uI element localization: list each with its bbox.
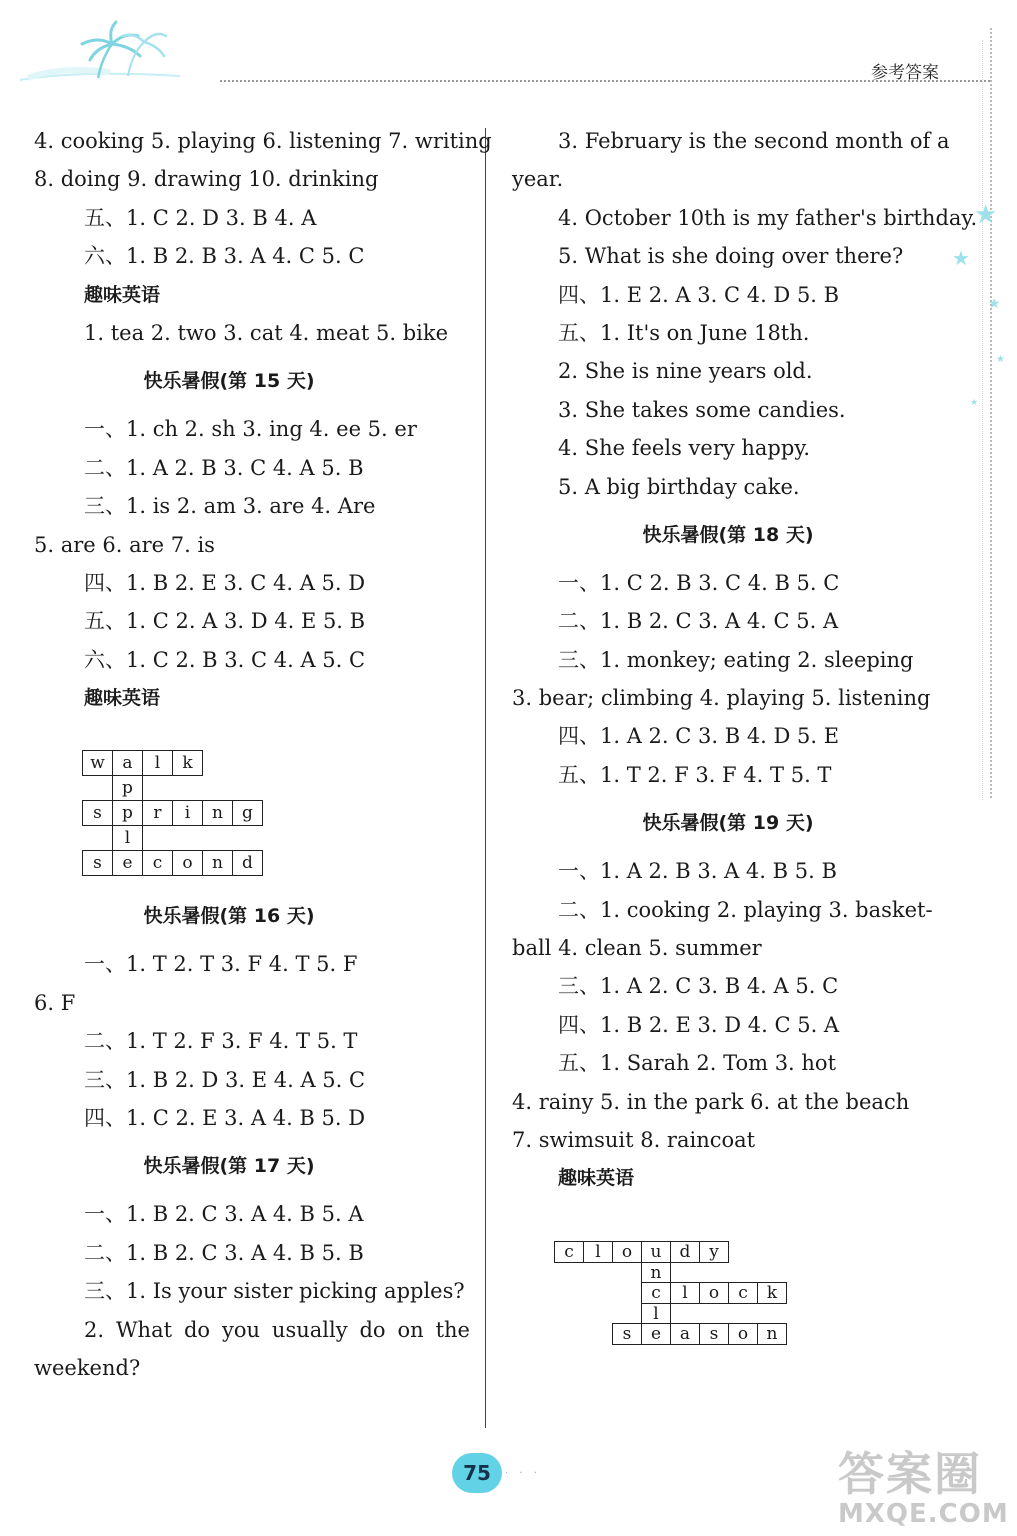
watermark-logo: [838, 1448, 1008, 1530]
answer-line: 四、1. A 2. C 3. B 4. D 5. E: [558, 724, 840, 749]
answer-line: 3. bear; climbing 4. playing 5. listening: [512, 686, 931, 711]
answer-line: 四、1. E 2. A 3. C 4. D 5. B: [558, 282, 840, 307]
day-heading: 快乐暑假(第 17 天): [143, 1155, 315, 1178]
answer-line: 8. doing 9. drawing 10. drinking: [34, 167, 379, 192]
watermark-main: 答案圈: [838, 1447, 982, 1501]
star-icon: ★: [996, 354, 1005, 365]
answer-line: 6. F: [34, 990, 76, 1015]
puzzle-cell: n: [641, 1262, 671, 1284]
puzzle-cell: l: [142, 750, 173, 776]
day-heading: 快乐暑假(第 19 天): [642, 812, 814, 835]
puzzle-cell: o: [728, 1323, 758, 1345]
puzzle-cell: o: [612, 1241, 642, 1263]
answer-line: 二、1. B 2. C 3. A 4. C 5. A: [558, 609, 839, 634]
margin-rule: [990, 28, 992, 798]
puzzle-cell: c: [142, 850, 173, 876]
star-icon: ★: [970, 398, 979, 408]
answer-line: 五、1. C 2. D 3. B 4. A: [84, 205, 317, 230]
puzzle-cell: p: [112, 775, 143, 801]
puzzle-cell: i: [172, 800, 203, 826]
day-heading: 快乐暑假(第 15 天): [143, 370, 315, 393]
answer-line: 六、1. B 2. B 3. A 4. C 5. C: [84, 244, 365, 269]
puzzle-cell: u: [641, 1241, 671, 1263]
puzzle-cell: s: [699, 1323, 729, 1345]
answer-line: weekend?: [34, 1355, 141, 1380]
answer-line: 三、1. B 2. D 3. E 4. A 5. C: [84, 1067, 366, 1092]
crossword-puzzle-1: [82, 750, 272, 880]
puzzle-cell: w: [82, 750, 113, 776]
puzzle-cell: n: [202, 850, 233, 876]
puzzle-cell: y: [699, 1241, 729, 1263]
answer-line: 3. She takes some candies.: [558, 397, 846, 422]
puzzle-cell: k: [172, 750, 203, 776]
puzzle-cell: l: [641, 1303, 671, 1325]
answer-line: 五、1. It's on June 18th.: [558, 320, 810, 345]
palm-tree-logo-icon: [20, 18, 220, 88]
answer-line: 二、1. cooking 2. playing 3. basket-: [558, 897, 933, 922]
puzzle-cell: a: [670, 1323, 700, 1345]
answer-line: 四、1. B 2. E 3. C 4. A 5. D: [84, 570, 366, 595]
answer-line: 二、1. T 2. F 3. F 4. T 5. T: [84, 1029, 358, 1054]
answer-line: 5. are 6. are 7. is: [34, 532, 215, 557]
answer-line: 2. What do you usually do on the: [84, 1317, 470, 1342]
section-heading: 趣味英语: [84, 687, 161, 710]
puzzle-cell: g: [232, 800, 263, 826]
answer-line: 5. A big birthday cake.: [558, 474, 800, 499]
puzzle-cell: l: [670, 1282, 700, 1304]
day-heading: 快乐暑假(第 18 天): [642, 523, 814, 546]
puzzle-cell: s: [82, 800, 113, 826]
crossword-puzzle-2: [554, 1241, 794, 1351]
puzzle-cell: l: [112, 825, 143, 851]
answer-line: 7. swimsuit 8. raincoat: [512, 1127, 756, 1152]
answer-line: 1. tea 2. two 3. cat 4. meat 5. bike: [84, 320, 449, 345]
answer-line: 一、1. B 2. C 3. A 4. B 5. A: [84, 1202, 364, 1227]
answer-line: 二、1. B 2. C 3. A 4. B 5. B: [84, 1240, 364, 1265]
puzzle-cell: k: [757, 1282, 787, 1304]
puzzle-cell: r: [142, 800, 173, 826]
puzzle-cell: c: [728, 1282, 758, 1304]
watermark-site: MXQE.COM: [838, 1499, 1009, 1529]
puzzle-cell: s: [82, 850, 113, 876]
answer-line: 二、1. A 2. B 3. C 4. A 5. B: [84, 455, 364, 480]
answer-line: 4. cooking 5. playing 6. listening 7. writing: [34, 129, 492, 153]
section-heading: 趣味英语: [84, 283, 161, 306]
answer-line: 一、1. C 2. B 3. C 4. B 5. C: [558, 570, 840, 595]
answer-line: 三、1. is 2. am 3. are 4. Are: [84, 494, 376, 519]
answer-line: 一、1. ch 2. sh 3. ing 4. ee 5. er: [84, 417, 417, 442]
star-icon: ★: [988, 296, 1001, 312]
answer-line: 三、1. A 2. C 3. B 4. A 5. C: [558, 974, 839, 999]
answer-line: 五、1. T 2. F 3. F 4. T 5. T: [558, 762, 832, 787]
page-number: 75: [452, 1453, 502, 1493]
answer-line: 四、1. B 2. E 3. D 4. C 5. A: [558, 1012, 840, 1037]
answer-line: 一、1. A 2. B 3. A 4. B 5. B: [558, 859, 837, 884]
answer-line: ball 4. clean 5. summer: [512, 936, 762, 961]
puzzle-cell: o: [172, 850, 203, 876]
puzzle-cell: n: [757, 1323, 787, 1345]
column-divider: [485, 128, 486, 1428]
puzzle-cell: s: [612, 1323, 642, 1345]
right-column: [512, 122, 978, 1198]
answer-line: year.: [512, 167, 564, 192]
section-heading: 趣味英语: [558, 1167, 635, 1190]
answer-line: 六、1. C 2. B 3. C 4. A 5. C: [84, 647, 366, 672]
answer-line: 三、1. Is your sister picking apples?: [84, 1279, 465, 1304]
puzzle-cell: e: [641, 1323, 671, 1345]
answer-line: 一、1. T 2. T 3. F 4. T 5. F: [84, 952, 358, 977]
star-icon: ★: [952, 246, 970, 270]
puzzle-cell: c: [641, 1282, 671, 1304]
puzzle-cell: d: [232, 850, 263, 876]
answer-line: 五、1. C 2. A 3. D 4. E 5. B: [84, 609, 366, 634]
puzzle-cell: d: [670, 1241, 700, 1263]
puzzle-cell: n: [202, 800, 233, 826]
answer-line: 4. She feels very happy.: [558, 436, 811, 461]
answer-line: 三、1. monkey; eating 2. sleeping: [558, 647, 914, 672]
answer-line: 五、1. Sarah 2. Tom 3. hot: [558, 1051, 837, 1076]
puzzle-cell: c: [554, 1241, 584, 1263]
header-title: 参考答案: [871, 63, 939, 83]
answer-line: 3. February is the second month of a: [558, 129, 950, 153]
puzzle-cell: l: [583, 1241, 613, 1263]
answer-line: 4. rainy 5. in the park 6. at the beach: [512, 1089, 910, 1114]
day-heading: 快乐暑假(第 16 天): [143, 905, 315, 928]
puzzle-cell: a: [112, 750, 143, 776]
puzzle-cell: p: [112, 800, 143, 826]
answer-line: 2. She is nine years old.: [558, 359, 813, 384]
answer-line: 5. What is she doing over there?: [558, 244, 904, 269]
puzzle-cell: e: [112, 850, 143, 876]
margin-rule-inner: [982, 40, 983, 800]
answer-line: 四、1. C 2. E 3. A 4. B 5. D: [84, 1106, 366, 1131]
page-number-dots: · · ·: [505, 1468, 541, 1479]
puzzle-cell: o: [699, 1282, 729, 1304]
star-icon: ★: [974, 200, 998, 230]
answer-line: 4. October 10th is my father's birthday.: [558, 205, 978, 230]
